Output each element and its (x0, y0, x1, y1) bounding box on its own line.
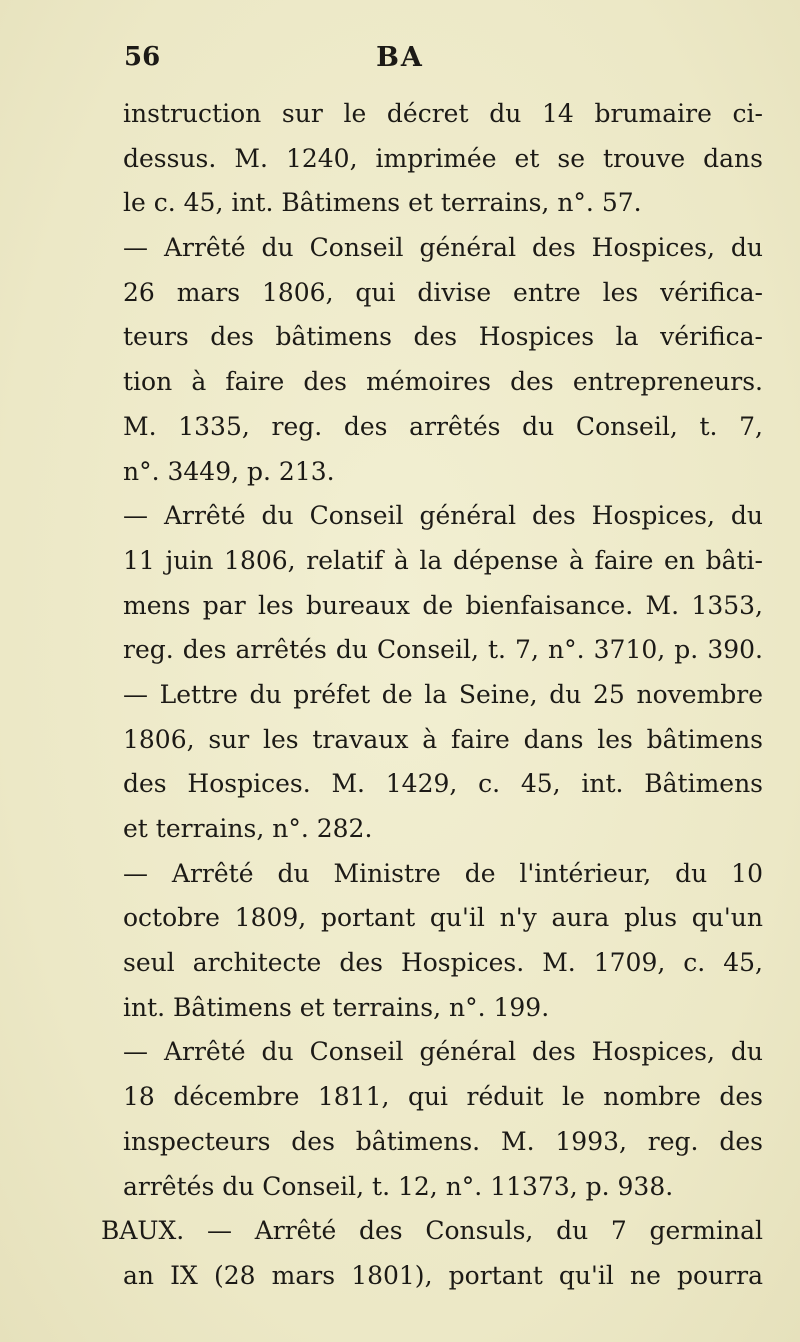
text-line: inspecteurs des bâtimens. M. 1993, reg. des (123, 1126, 763, 1156)
text-line: int. Bâtimens et terrains, n°. 199. (123, 992, 550, 1022)
text-line: — Lettre du préfet de la Seine, du 25 novembre (123, 679, 763, 709)
text-line: arrêtés du Conseil, t. 12, n°. 11373, p. 938. (123, 1171, 674, 1201)
text-line: teurs des bâtimens des Hospices la vérifica- (123, 322, 763, 352)
text-line: des Hospices. M. 1429, c. 45, int. Bâtimens (123, 769, 763, 799)
text-line: an IX (28 mars 1801), portant qu'il ne pourra (123, 1260, 763, 1290)
text-line: et terrains, n°. 282. (123, 814, 373, 843)
text-line: 26 mars 1806, qui divise entre les vérifica- (123, 277, 763, 307)
text-line: 11 juin 1806, relatif à la dépense à faire en bâti- (123, 545, 763, 575)
text-line: 1806, sur les travaux à faire dans les bâtimens (123, 724, 763, 754)
text-line: — Arrêté du Ministre de l'intérieur, du 10 (123, 858, 763, 888)
text-line: — Arrêté du Conseil général des Hospices, du (123, 233, 763, 263)
text-line: — Arrêté du Conseil général des Hospices, du (123, 1037, 763, 1067)
text-line: — Arrêté du Conseil général des Hospices, du (123, 501, 763, 531)
text-line: BAUX. — Arrêté des Consuls, du 7 germinal (101, 1216, 763, 1246)
text-line: seul architecte des Hospices. M. 1709, c. 45, (123, 948, 763, 978)
body-text (101, 92, 763, 1299)
page-header (96, 42, 704, 92)
running-head: BA (376, 42, 424, 73)
text-line: M. 1335, reg. des arrêtés du Conseil, t. 7, (123, 411, 763, 441)
page-number: 56 (124, 42, 161, 72)
text-line: instruction sur le décret du 14 brumaire ci- (123, 99, 763, 128)
text-line: mens par les bureaux de bienfaisance. M. 1353, (123, 590, 763, 620)
text-line: dessus. M. 1240, imprimée et se trouve dans (123, 143, 763, 173)
text-line: n°. 3449, p. 213. (123, 456, 335, 486)
text-line: reg. des arrêtés du Conseil, t. 7, n°. 3710, p. 390. (123, 635, 763, 665)
text-line: le c. 45, int. Bâtimens et terrains, n°. 57. (123, 188, 642, 218)
text-line: octobre 1809, portant qu'il n'y aura plus qu'un (123, 903, 763, 933)
text-line: tion à faire des mémoires des entrepreneurs. (123, 367, 763, 397)
text-line: 18 décembre 1811, qui réduit le nombre des (123, 1082, 763, 1112)
